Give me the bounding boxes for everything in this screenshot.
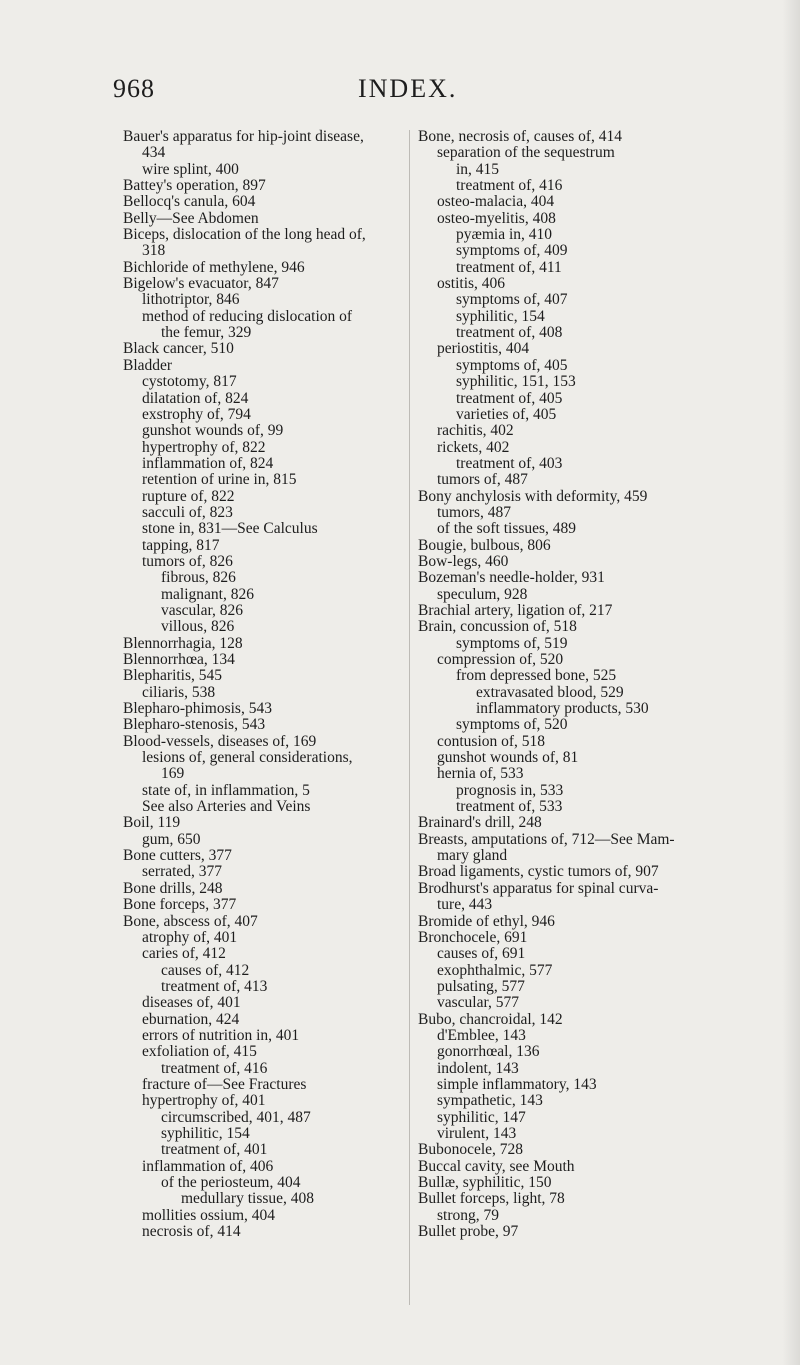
index-entry: Bone forceps, 377 — [123, 896, 237, 914]
index-entry: Battey's operation, 897 — [123, 177, 266, 195]
index-entry: Bullet probe, 97 — [418, 1223, 519, 1241]
index-entry: pulsating, 577 — [437, 977, 525, 995]
index-entry: villous, 826 — [161, 618, 235, 636]
index-entry: treatment of, 416 — [161, 1059, 268, 1077]
index-entry: varieties of, 405 — [456, 405, 557, 423]
index-entry: exophthalmic, 577 — [437, 961, 553, 979]
index-entry: Bronchocele, 691 — [418, 928, 528, 946]
index-entry: speculum, 928 — [437, 585, 528, 603]
index-entry: strong, 79 — [437, 1206, 499, 1224]
index-entry: Bichloride of methylene, 946 — [123, 258, 305, 276]
column-divider — [409, 130, 410, 1305]
index-entry: lesions of, general considerations, — [142, 749, 353, 767]
index-entry: 169 — [161, 765, 185, 783]
index-entry: gunshot wounds of, 99 — [142, 422, 284, 440]
index-entry: See also Arteries and Veins — [142, 798, 311, 816]
index-entry: rachitis, 402 — [437, 422, 514, 440]
index-entry: treatment of, 408 — [456, 324, 563, 342]
index-entry: in, 415 — [456, 160, 500, 178]
index-entry: necrosis of, 414 — [142, 1223, 241, 1241]
index-entry: syphilitic, 147 — [437, 1108, 526, 1126]
index-entry: Brain, concussion of, 518 — [418, 618, 577, 636]
index-entry: fibrous, 826 — [161, 569, 236, 587]
index-column-left — [123, 129, 401, 1240]
index-entry: medullary tissue, 408 — [181, 1190, 315, 1208]
index-entry: dilatation of, 824 — [142, 389, 249, 407]
index-entry: treatment of, 416 — [456, 177, 563, 195]
index-entry: hypertrophy of, 401 — [142, 1092, 266, 1110]
index-entry: Blennorrhagia, 128 — [123, 634, 243, 652]
index-entry: Brachial artery, ligation of, 217 — [418, 601, 613, 619]
index-entry: Blood-vessels, diseases of, 169 — [123, 732, 317, 750]
index-entry: Bromide of ethyl, 946 — [418, 912, 555, 930]
index-entry: diseases of, 401 — [142, 994, 241, 1012]
index-entry: Black cancer, 510 — [123, 340, 234, 358]
index-entry: treatment of, 405 — [456, 389, 563, 407]
index-entry: Boil, 119 — [123, 814, 181, 832]
index-entry: treatment of, 403 — [456, 454, 563, 472]
index-entry: mollities ossium, 404 — [142, 1206, 276, 1224]
index-entry: Bone drills, 248 — [123, 879, 223, 897]
index-entry: Blepharo-stenosis, 543 — [123, 716, 266, 734]
index-entry: Bone, necrosis of, causes of, 414 — [418, 128, 623, 145]
index-entry: extravasated blood, 529 — [476, 683, 624, 701]
index-entry: gum, 650 — [142, 830, 201, 848]
index-entry: Bone cutters, 377 — [123, 847, 232, 865]
index-entry: errors of nutrition in, 401 — [142, 1026, 300, 1044]
index-entry: osteo-myelitis, 408 — [437, 209, 556, 227]
index-entry: of the periosteum, 404 — [161, 1174, 301, 1191]
index-entry: wire splint, 400 — [142, 160, 239, 178]
index-entry: treatment of, 401 — [161, 1141, 268, 1159]
index-entry: exfoliation of, 415 — [142, 1043, 257, 1061]
index-entry: Bullet forceps, light, 78 — [418, 1190, 565, 1208]
index-entry: contusion of, 518 — [437, 732, 546, 750]
index-entry: method of reducing dislocation of — [142, 307, 353, 325]
index-entry: symptoms of, 409 — [456, 242, 568, 260]
index-entry: hernia of, 533 — [437, 765, 524, 783]
index-entry: serrated, 377 — [142, 863, 223, 881]
index-entry: ciliaris, 538 — [142, 683, 216, 701]
index-entry: Bladder — [123, 356, 173, 374]
index-entry: inflammation of, 824 — [142, 454, 274, 472]
index-entry: vascular, 826 — [161, 601, 244, 619]
index-entry: treatment of, 533 — [456, 798, 563, 816]
index-entry: gonorrhœal, 136 — [437, 1043, 540, 1061]
index-entry: vascular, 577 — [437, 994, 520, 1012]
index-entry: tumors of, 487 — [437, 471, 528, 489]
index-entry: exstrophy of, 794 — [142, 405, 251, 423]
index-entry: syphilitic, 154 — [161, 1124, 250, 1142]
index-entry: inflammation of, 406 — [142, 1157, 274, 1175]
index-entry: Bubo, chancroidal, 142 — [418, 1010, 563, 1028]
index-entry: Blennorrhœa, 134 — [123, 651, 235, 668]
page-number: 968 — [113, 74, 155, 103]
index-entry: retention of urine in, 815 — [142, 471, 297, 489]
index-entry: gunshot wounds of, 81 — [437, 749, 579, 767]
index-entry: compression of, 520 — [437, 651, 564, 668]
index-entry: Bellocq's canula, 604 — [123, 193, 256, 211]
index-entry: symptoms of, 407 — [456, 291, 568, 309]
index-entry: separation of the sequestrum — [437, 144, 615, 162]
index-entry: rupture of, 822 — [142, 487, 235, 505]
index-entry: of the soft tissues, 489 — [437, 520, 577, 538]
index-entry: 434 — [142, 144, 166, 162]
index-entry: circumscribed, 401, 487 — [161, 1108, 311, 1126]
index-entry: pyæmia in, 410 — [456, 226, 553, 244]
index-entry: Breasts, amputations of, 712—See Mam- — [418, 830, 675, 848]
page-header — [0, 74, 800, 106]
index-entry: state of, in inflammation, 5 — [142, 781, 310, 799]
index-entry: Buccal cavity, see Mouth — [418, 1157, 575, 1175]
index-entry: rickets, 402 — [437, 438, 510, 456]
index-entry: ostitis, 406 — [437, 275, 506, 293]
index-entry: Bubonocele, 728 — [418, 1141, 524, 1159]
index-entry: Bony anchylosis with deformity, 459 — [418, 487, 648, 505]
index-entry: symptoms of, 405 — [456, 356, 568, 374]
index-entry: Broad ligaments, cystic tumors of, 907 — [418, 863, 659, 881]
index-entry: d'Emblee, 143 — [437, 1026, 526, 1044]
index-entry: Blepharitis, 545 — [123, 667, 223, 685]
index-entry: stone in, 831—See Calculus — [142, 520, 318, 538]
index-entry: caries of, 412 — [142, 945, 226, 963]
index-entry: Bigelow's evacuator, 847 — [123, 275, 279, 293]
index-entry: causes of, 691 — [437, 945, 526, 963]
index-entry: Biceps, dislocation of the long head of, — [123, 226, 366, 244]
index-entry: tumors of, 826 — [142, 552, 233, 570]
index-entry: causes of, 412 — [161, 961, 250, 979]
index-entry: syphilitic, 151, 153 — [456, 373, 576, 391]
index-entry: symptoms of, 520 — [456, 716, 568, 734]
index-entry: Blepharo-phimosis, 543 — [123, 700, 272, 718]
index-column-right — [418, 129, 708, 1240]
index-entry: Belly—See Abdomen — [123, 209, 259, 227]
index-entry: Brainard's drill, 248 — [418, 814, 542, 832]
index-entry: periostitis, 404 — [437, 340, 530, 358]
index-entry: lithotriptor, 846 — [142, 291, 240, 309]
index-entry: indolent, 143 — [437, 1059, 519, 1077]
index-entry: prognosis in, 533 — [456, 781, 564, 799]
index-entry: malignant, 826 — [161, 585, 254, 603]
index-entry: Brodhurst's apparatus for spinal curva- — [418, 879, 659, 897]
index-entry: tumors, 487 — [437, 503, 512, 521]
index-entry: tapping, 817 — [142, 536, 220, 554]
index-entry: Bullæ, syphilitic, 150 — [418, 1174, 552, 1191]
index-entry: Bougie, bulbous, 806 — [418, 536, 551, 554]
index-entry: simple inflammatory, 143 — [437, 1075, 597, 1093]
index-entry: sympathetic, 143 — [437, 1092, 543, 1110]
index-entry: cystotomy, 817 — [142, 373, 237, 391]
index-entry: Bozeman's needle-holder, 931 — [418, 569, 605, 587]
index-entry: treatment of, 413 — [161, 977, 268, 995]
index-entry: sacculi of, 823 — [142, 503, 233, 521]
page-title: INDEX. — [358, 74, 458, 103]
index-entry: Bauer's apparatus for hip-joint disease, — [123, 128, 364, 145]
index-entry: atrophy of, 401 — [142, 928, 238, 946]
index-entry: syphilitic, 154 — [456, 307, 545, 325]
index-entry: Bone, abscess of, 407 — [123, 912, 258, 930]
index-entry: mary gland — [437, 847, 508, 865]
index-entry: eburnation, 424 — [142, 1010, 240, 1028]
index-entry: from depressed bone, 525 — [456, 667, 617, 685]
index-entry: ture, 443 — [437, 896, 493, 914]
index-entry: treatment of, 411 — [456, 258, 562, 276]
index-entry: 318 — [142, 242, 166, 260]
index-entry: Bow-legs, 460 — [418, 552, 509, 570]
page-edge-shadow — [782, 0, 800, 1365]
index-entry: virulent, 143 — [437, 1124, 517, 1142]
index-entry: the femur, 329 — [161, 324, 252, 342]
index-entry: hypertrophy of, 822 — [142, 438, 266, 456]
index-entry: inflammatory products, 530 — [476, 700, 649, 718]
index-entry: fracture of—See Fractures — [142, 1075, 307, 1093]
index-entry: symptoms of, 519 — [456, 634, 568, 652]
index-entry: osteo-malacia, 404 — [437, 193, 555, 211]
